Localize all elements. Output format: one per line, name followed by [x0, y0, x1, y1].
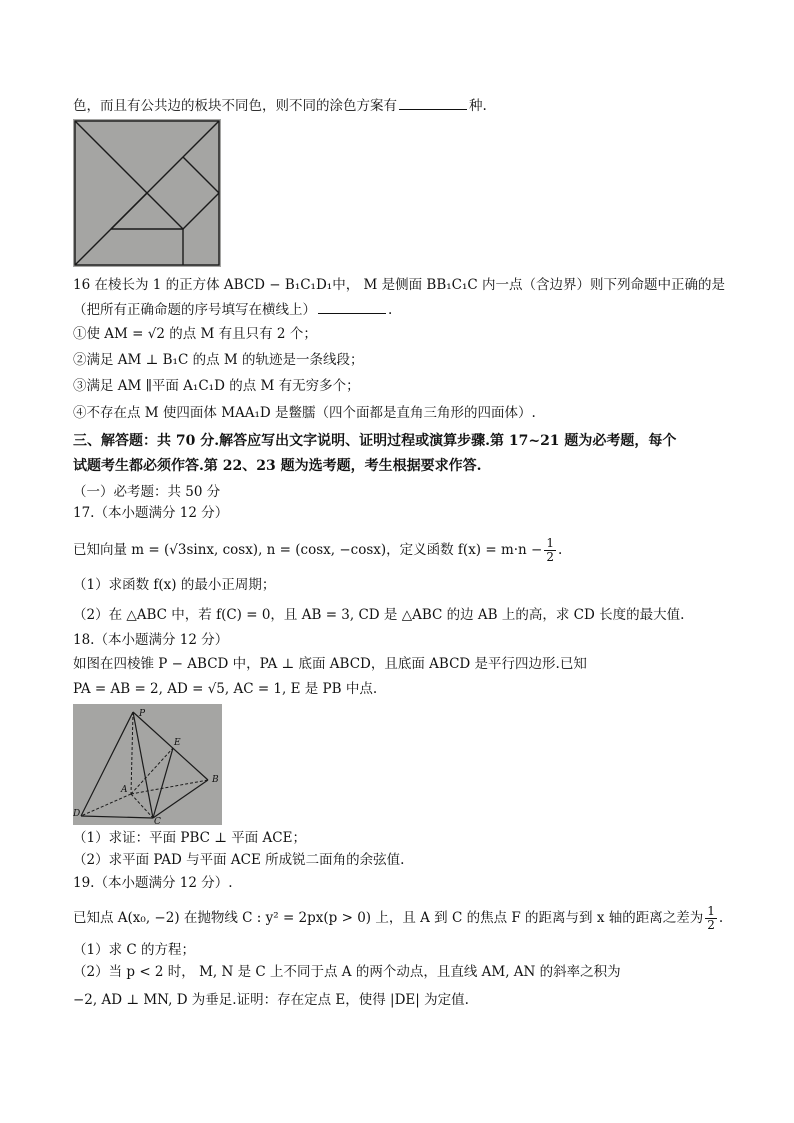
q19-stem-text: 已知点 A(x₀, −2) 在抛物线 C : y² = 2px(p > 0) 上，且 A 到 C 的焦点 F 的距离与到 x 轴的距离之差为 [73, 910, 704, 926]
q18-stem-line2: PA = AB = 2, AD = √5, AC = 1, E 是 PB 中点. [73, 681, 378, 697]
q18-stem-line1: 如图在四棱锥 P − ABCD 中，PA ⊥ 底面 ABCD，且底面 ABCD 是平行四边形.已知 [73, 656, 587, 672]
section3-heading-line1: 三、解答题：共 70 分.解答应写出文字说明、证明过程或演算步骤.第 17~21 题为必考题，每个 [73, 433, 677, 449]
q19-stem-end: . [718, 910, 724, 926]
q17-part-1: （1）求函数 f(x) 的最小正周期； [73, 577, 276, 593]
fraction-one-half [544, 537, 556, 564]
q16-stem2: （把所有正确命题的序号填写在横线上） [73, 302, 316, 318]
label-C: C [154, 817, 161, 825]
q17-stem-text: 已知向量 m = (√3sinx, cosx), n = (cosx, −cosx)，定义函数 f(x) = m·n − [73, 542, 543, 558]
fraction-numerator: 1 [707, 904, 715, 918]
label-P: P [139, 709, 146, 719]
label-E: E [174, 738, 181, 748]
tangram-figure [73, 119, 221, 267]
fraction-denominator: 2 [546, 550, 554, 564]
fraction-denominator: 2 [707, 918, 715, 932]
q19-part-1: （1）求 C 的方程； [73, 942, 196, 958]
label-B: B [212, 775, 219, 785]
q19-part-2a: （2）当 p < 2 时， M, N 是 C 上不同于点 A 的两个动点，且直线 AM, AN 的斜率之积为 [73, 964, 621, 980]
q17-stem-end: . [558, 542, 563, 558]
section3-heading-line2: 试题考生都必须作答.第 22、23 题为选考题，考生根据要求作答. [73, 458, 482, 474]
q17-stem [73, 537, 562, 564]
q15-text-line [73, 97, 487, 115]
q19-stem [73, 905, 723, 932]
q16-stem-line1: 16 在棱长为 1 的正方体 ABCD − B₁C₁D₁中， M 是侧面 BB₁C₁C 内一点（含边界）则下列命题中正确的是 [73, 277, 726, 293]
q16-option-4: ④不存在点 M 使四面体 MAA₁D 是鳖臑（四个面都是直角三角形的四面体）. [73, 405, 536, 421]
q16-option-3: ③满足 AM ∥平面 A₁C₁D 的点 M 有无穷多个； [73, 378, 360, 394]
q15-text-end: 种. [469, 98, 487, 114]
q15-text: 色，而且有公共边的板块不同色，则不同的涂色方案有 [73, 98, 397, 114]
q18-title: 18.（本小题满分 12 分） [73, 632, 229, 648]
q17-part-2: （2）在 △ABC 中，若 f(C) = 0，且 AB = 3, CD 是 △ABC 的边 AB 上的高，求 CD 长度的最大值. [73, 607, 685, 623]
q16-option-1: ①使 AM = √2 的点 M 有且只有 2 个； [73, 326, 317, 342]
pyramid-figure [73, 704, 222, 825]
answer-blank [318, 301, 386, 314]
q16-stem2-end: . [388, 302, 393, 318]
section3-subheading: （一）必考题：共 50 分 [73, 484, 221, 500]
fraction-one-half [705, 905, 717, 932]
q17-title: 17.（本小题满分 12 分） [73, 505, 229, 521]
answer-blank [399, 97, 467, 110]
q16-option-2: ②满足 AM ⊥ B₁C 的点 M 的轨迹是一条线段； [73, 352, 364, 368]
q18-part-1: （1）求证：平面 PBC ⊥ 平面 ACE； [73, 830, 306, 846]
q19-title: 19.（本小题满分 12 分）. [73, 875, 233, 891]
label-A: A [121, 785, 128, 795]
q18-part-2: （2）求平面 PAD 与平面 ACE 所成锐二面角的余弦值. [73, 852, 405, 868]
q16-stem-line2 [73, 301, 392, 319]
q19-part-2b: −2, AD ⊥ MN, D 为垂足.证明：存在定点 E，使得 |DE| 为定值. [73, 992, 469, 1008]
label-D: D [73, 809, 81, 819]
fraction-numerator: 1 [546, 536, 554, 550]
